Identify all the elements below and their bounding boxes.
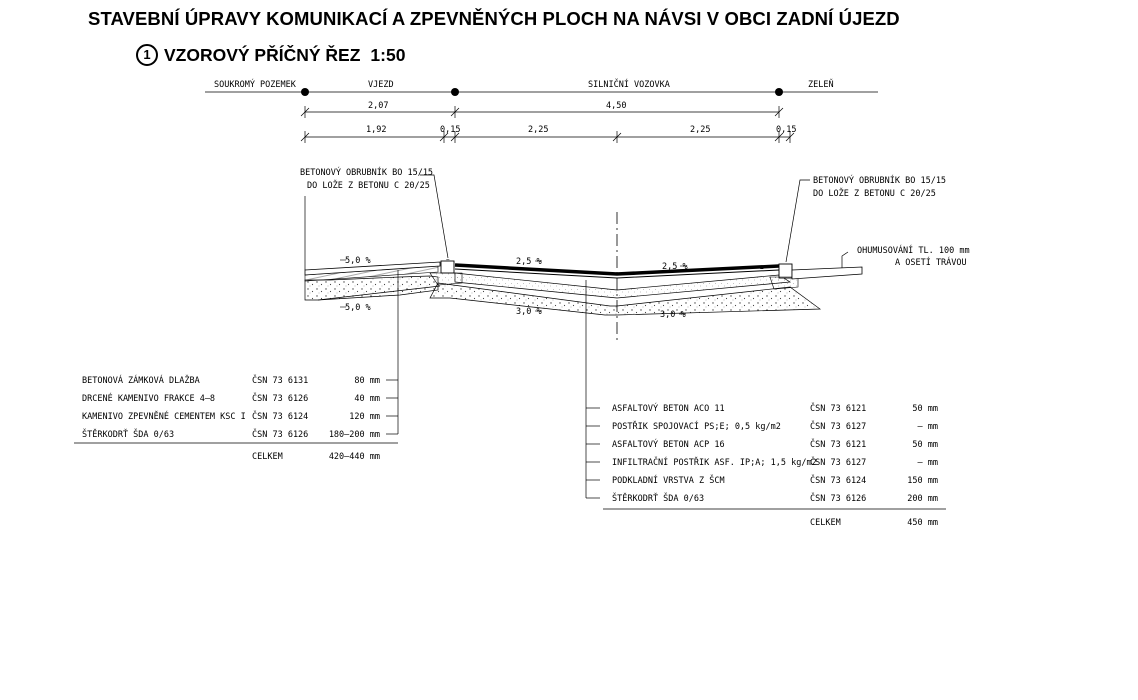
layer-name: DRCENÉ KAMENIVO FRAKCE 4–8: [82, 394, 216, 404]
paving-layer-row: [82, 428, 380, 440]
slope-road-left-bottom: 3,0 %: [516, 307, 542, 317]
callout-right-curb-line1: BETONOVÝ OBRUBNÍK BO 15/15: [813, 176, 947, 186]
layer-thickness: 200 mm: [907, 494, 938, 504]
paving-layer-row: [82, 392, 380, 404]
layer-thickness: 50 mm: [912, 404, 938, 414]
zone-line: [205, 78, 878, 96]
drawing-title: STAVEBNÍ ÚPRAVY KOMUNIKACÍ A ZPEVNĚNÝCH PLOCH NA NÁVSI V OBCI ZADNÍ ÚJEZD: [88, 8, 900, 29]
layer-name: ASFALTOVÝ BETON ACO 11: [612, 404, 725, 414]
zone-label-roadway: SILNIČNÍ VOZOVKA: [588, 80, 670, 90]
layer-name: INFILTRAČNÍ POSTŘIK ASF. IP;A; 1,5 kg/m2: [612, 458, 817, 468]
layer-thickness: – mm: [917, 458, 938, 468]
slope-paving-bottom: 5,0 %: [345, 303, 371, 313]
layer-name: ŠTĚRKODRŤ ŠDA 0/63: [82, 430, 175, 440]
slope-arrow-glyph: =: [446, 257, 450, 264]
road-subbase: [430, 283, 820, 315]
callout-left-curb-line2: DO LOŽE Z BETONU C 20/25: [307, 181, 430, 191]
layer-standard: ČSN 73 6126: [810, 494, 867, 504]
layer-standard: ČSN 73 6127: [810, 458, 867, 468]
layer-standard: ČSN 73 6127: [810, 422, 867, 432]
layer-standard: ČSN 73 6124: [810, 476, 867, 486]
slope-road-right-bottom: 3,0 %: [660, 310, 686, 320]
zone-node: [775, 88, 783, 96]
layer-standard: ČSN 73 6126: [252, 394, 309, 404]
road-layer-row: [612, 474, 938, 486]
road-layer-row: [612, 402, 938, 414]
callout-left-curb-line1: BETONOVÝ OBRUBNÍK BO 15/15: [300, 168, 434, 178]
dimension-left-lane: 2,25: [528, 125, 549, 135]
layer-name: KAMENIVO ZPEVNĚNÉ CEMENTEM KSC I: [82, 412, 246, 422]
dimension-road-width: 4,50: [606, 101, 627, 111]
layer-thickness: 40 mm: [354, 394, 380, 404]
layer-name: ASFALTOVÝ BETON ACP 16: [612, 440, 725, 450]
layer-thickness: – mm: [917, 422, 938, 432]
road-layer-row: [612, 456, 938, 468]
layer-thickness: 50 mm: [912, 440, 938, 450]
layer-standard: ČSN 73 6121: [810, 440, 867, 450]
topsoil-layer: [792, 267, 862, 279]
callout-topsoil: [842, 244, 970, 268]
paving-total-thickness: 420–440 mm: [328, 452, 380, 462]
callout-right-curb-line2: DO LOŽE Z BETONU C 20/25: [813, 189, 936, 199]
callout-topsoil-line2: A OSETÍ TRÁVOU: [895, 258, 967, 268]
layer-thickness: 180–200 mm: [328, 430, 380, 440]
slope-road-right-top: 2,5 %: [662, 262, 688, 272]
cross-section: [305, 212, 862, 340]
road-layer-row: [612, 492, 938, 504]
zone-label-greenery: ZELEŇ: [808, 80, 834, 90]
layer-name: ŠTĚRKODRŤ ŠDA 0/63: [612, 494, 705, 504]
dimension-right-curb: 0,15: [776, 125, 797, 135]
layer-thickness: 120 mm: [349, 412, 380, 422]
road-total-label: CELKEM: [810, 518, 841, 528]
layer-standard: ČSN 73 6121: [810, 404, 867, 414]
callout-topsoil-line1: OHUMUSOVÁNÍ TL. 100 mm: [857, 246, 970, 256]
slope-arrow-glyph: =: [760, 265, 764, 272]
section-name: VZOROVÝ PŘÍČNÝ ŘEZ: [164, 44, 361, 65]
section-number-badge: 1: [136, 44, 158, 66]
dimension-left-curb: 0,15: [440, 125, 461, 135]
callout-left-curb: [300, 166, 448, 270]
layer-name: POSTŘIK SPOJOVACÍ PS;E; 0,5 kg/m2: [612, 422, 781, 432]
paving-layer-table: [74, 374, 398, 462]
paving-layer-row: [82, 410, 380, 422]
layer-standard: ČSN 73 6131: [252, 376, 309, 386]
layer-thickness: 80 mm: [354, 376, 380, 386]
layer-standard: ČSN 73 6124: [252, 412, 309, 422]
road-total-thickness: 450 mm: [907, 518, 938, 528]
dimension-right-lane: 2,25: [690, 125, 711, 135]
zone-label-driveway: VJEZD: [368, 80, 394, 90]
zone-label-private-land: SOUKROMÝ POZEMEK: [214, 80, 296, 90]
layer-standard: ČSN 73 6126: [252, 430, 309, 440]
dimension-paving-width: 1,92: [366, 125, 387, 135]
paving-layer-row: [82, 374, 380, 386]
layer-thickness: 150 mm: [907, 476, 938, 486]
layer-name: PODKLADNÍ VRSTVA Z ŠCM: [612, 476, 725, 486]
zone-node: [451, 88, 459, 96]
right-curb: [779, 264, 792, 278]
slope-road-left-top: 2,5 %: [516, 257, 542, 267]
dimension-driveway-width: 2,07: [368, 101, 389, 111]
slope-paving-top: 5,0 %: [345, 256, 371, 266]
paving-total-label: CELKEM: [252, 452, 283, 462]
zone-node: [301, 88, 309, 96]
section-scale: 1:50: [370, 44, 406, 65]
road-layer-row: [612, 420, 938, 432]
road-layer-row: [612, 438, 938, 450]
road-layer-table: [603, 402, 946, 528]
layer-name: BETONOVÁ ZÁMKOVÁ DLAŽBA: [82, 376, 200, 386]
